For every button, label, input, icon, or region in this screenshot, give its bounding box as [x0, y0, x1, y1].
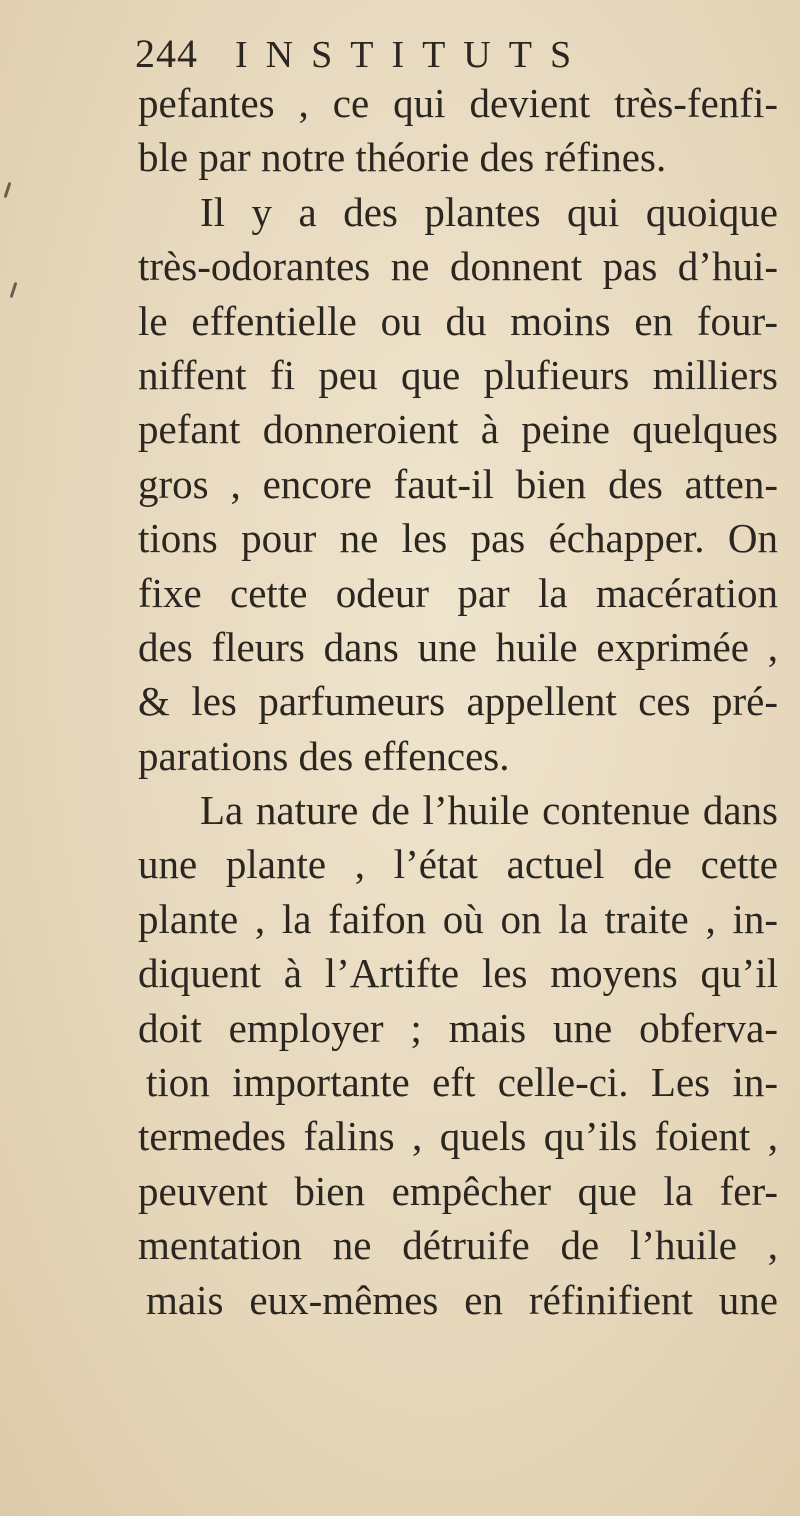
text-line: tions pour ne les pas échapper. On — [138, 515, 778, 562]
text-line: une plante , l’état actuel de cette — [138, 841, 778, 888]
text-line: fixe cette odeur par la macération — [138, 569, 778, 616]
text-line: très-odorantes ne donnent pas d’hui- — [138, 243, 778, 290]
text-line: plante , la faifon où on la traite , in- — [138, 895, 778, 942]
text-line: parations des effences. — [138, 732, 510, 779]
text-line: mais eux-mêmes en réfinifient une — [146, 1276, 778, 1323]
text-line: des fleurs dans une huile exprimée , — [138, 623, 778, 670]
text-line: gros , encore faut-il bien des atten- — [138, 460, 778, 507]
body-text — [138, 76, 778, 1327]
text-line: pefant donneroient à peine quelques — [138, 406, 778, 453]
text-line: mentation ne détruife de l’huile , — [138, 1222, 778, 1269]
text-line: le effentielle ou du moins en four- — [138, 297, 778, 344]
text-line: La nature de l’huile contenue dans — [200, 787, 778, 834]
text-line: termedes falins , quels qu’ils foient , — [138, 1113, 778, 1160]
text-line: peuvent bien empêcher que la fer- — [138, 1167, 778, 1214]
text-line: Il y a des plantes qui quoique — [200, 188, 778, 235]
page-number: 244 — [135, 31, 198, 76]
text-line: doit employer ; mais une obferva- — [138, 1004, 778, 1051]
text-line: tion importante eft celle-ci. Les in- — [146, 1059, 778, 1106]
text-line: pefantes , ce qui devient très-fenfi- — [138, 80, 778, 126]
section-title: INSTITUTS — [235, 34, 590, 76]
text-line: ble par notre théorie des réfines. — [138, 134, 667, 181]
text-line: & les parfumeurs appellent ces pré- — [138, 678, 778, 725]
text-line: diquent à l’Artifte les moyens qu’il — [138, 950, 778, 997]
margin-mark — [4, 182, 12, 198]
text-line: niffent fi peu que plufieurs milliers — [138, 351, 778, 398]
margin-mark — [10, 282, 18, 298]
